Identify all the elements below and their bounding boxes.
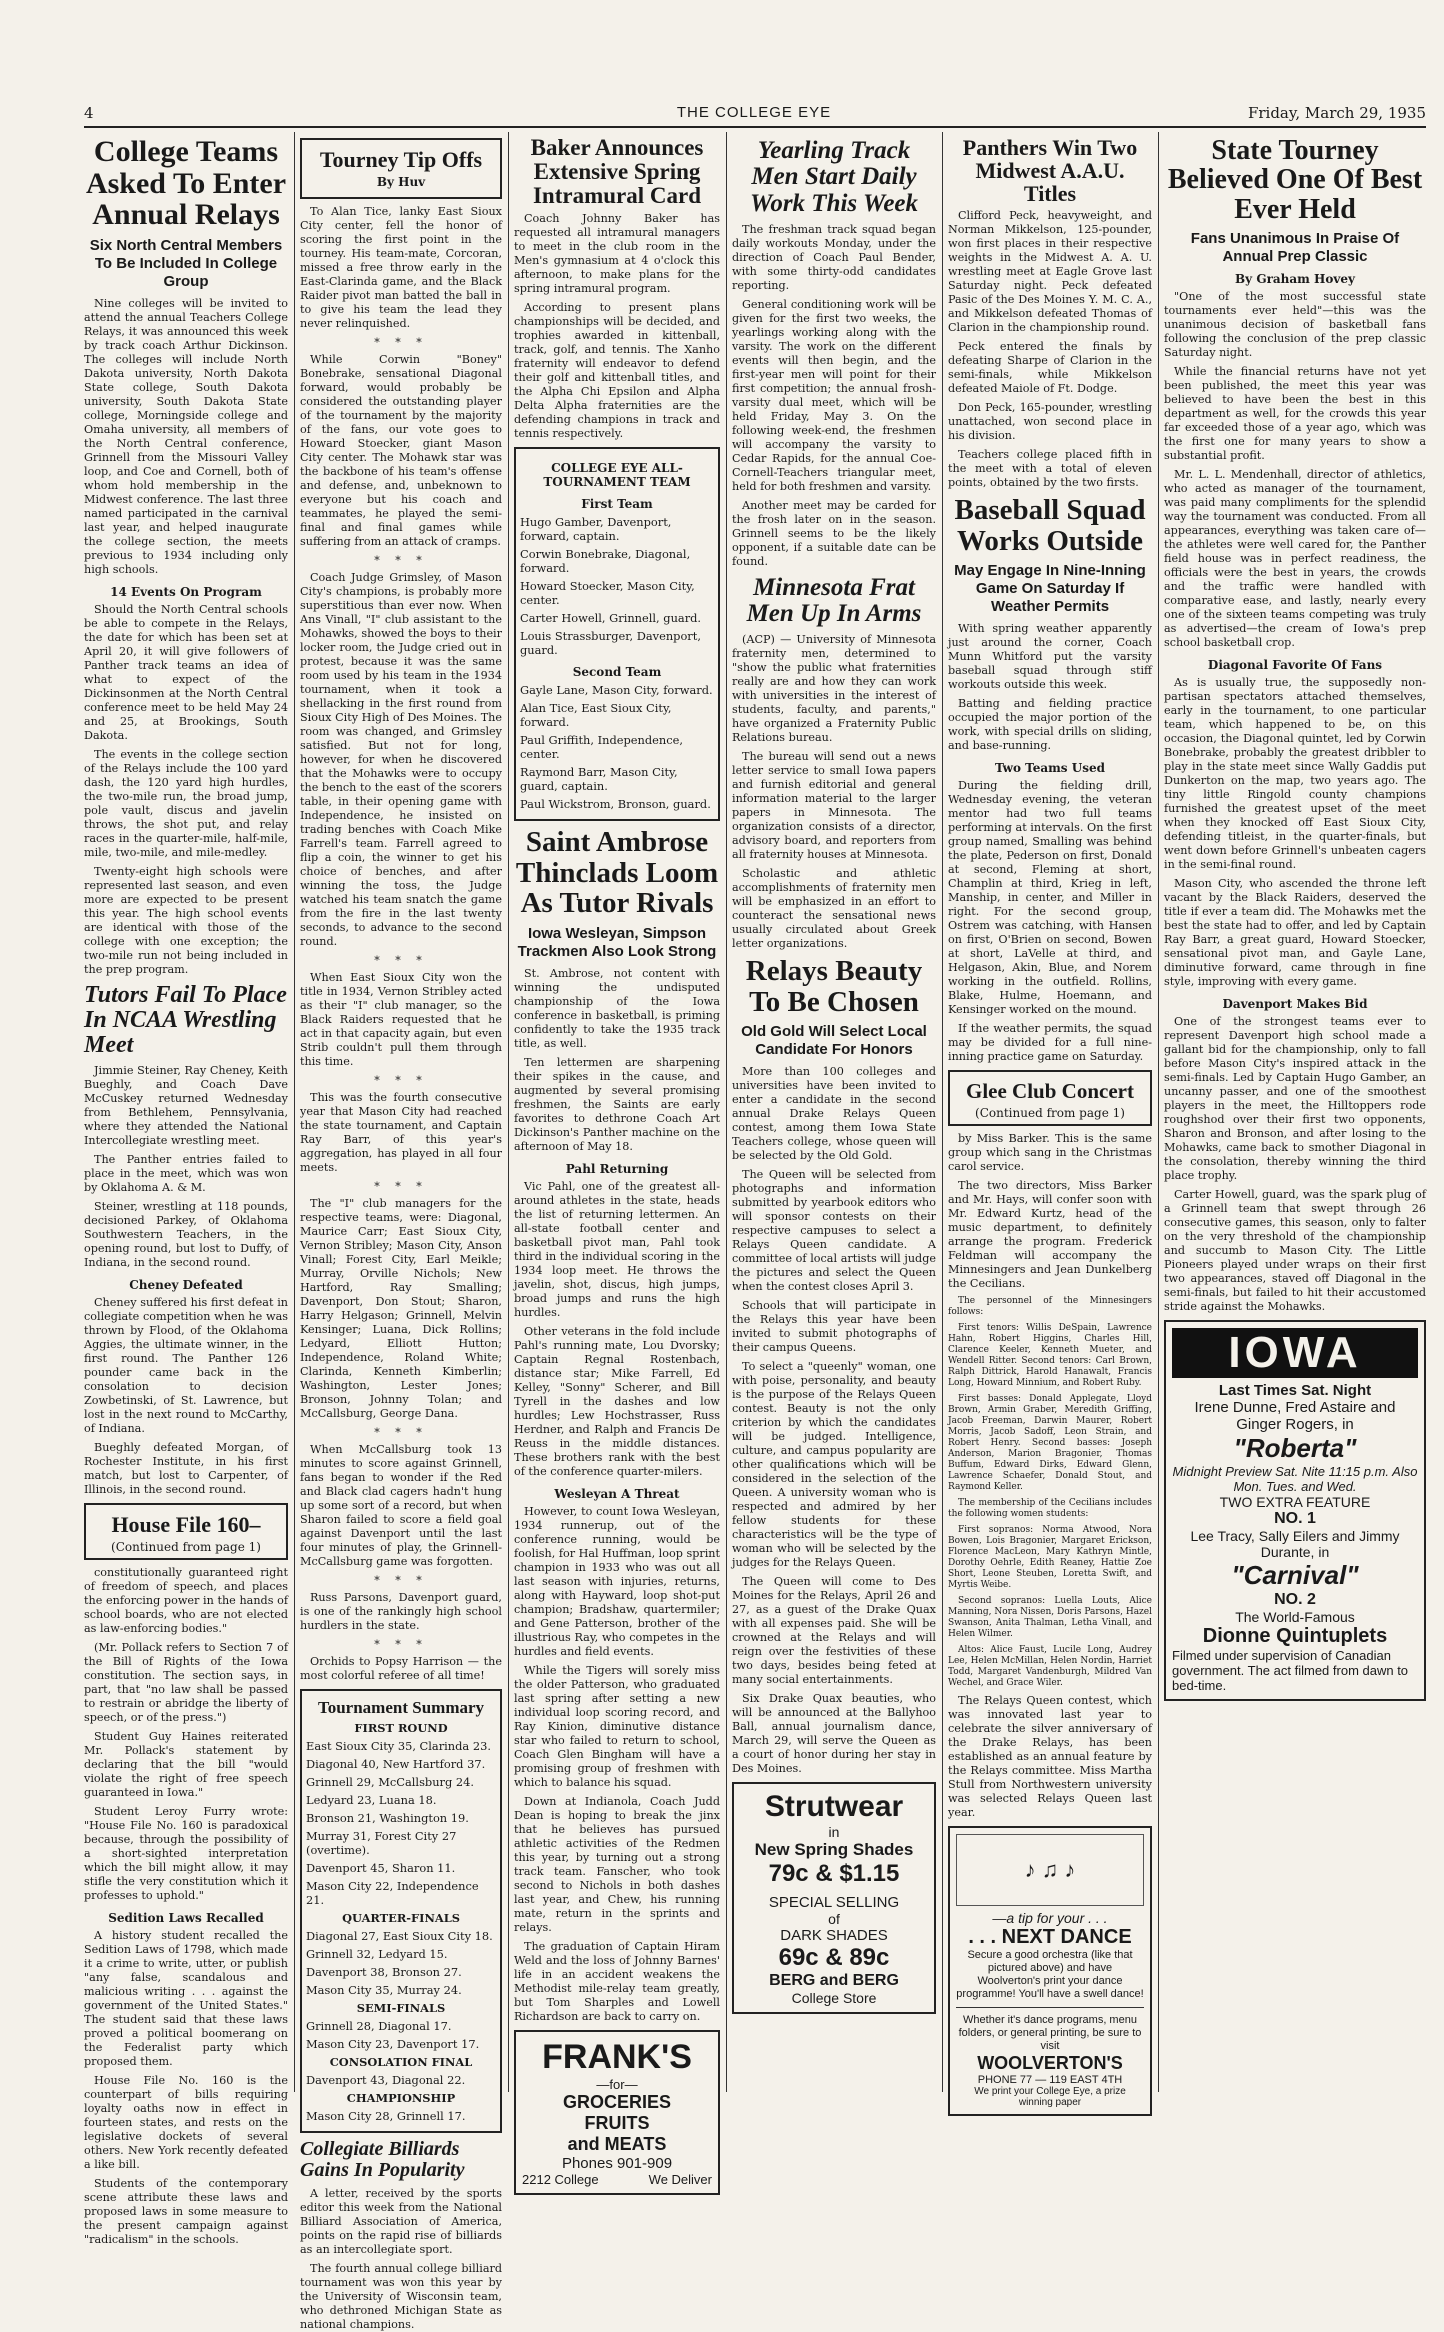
article-paragraph: Cheney suffered his first defeat in collegiate competition when he was thrown by Flood, of the Oklahoma Aggies, the ultimate winner, in the first round. The Panther 126 pounder came back in the consolation to decision Zowbetinski, of St. Lawrence, but lost in the next round to McCarthy, of Indiana.	[84, 1296, 288, 1436]
ad-text: SPECIAL SELLING	[768, 1894, 900, 1912]
article-paragraph: When McCallsburg took 13 minutes to score against Grinnell, fans began to wonder if the Red and Black clad cagers hadn't hung up some sort of a record, but when Sharon failed to score a field goal against Davenport until the last four minutes of play, the Grinnell-McCallsburg game was forgotten.	[300, 1443, 502, 1569]
small-paragraph: First sopranos: Norma Atwood, Nora Bowen, Lois Bragonier, Margaret Erickson, Florence MacLeon, Mary Kathryn Mintle, Dorothy Oehrle, Edith Reaney, Hattie Zoe Short, Leone Steuben, Loretta Swift, and Myrtis Weibe.	[948, 1525, 1152, 1591]
separator-stars: * * *	[374, 1426, 428, 1440]
article-paragraph: Ten lettermen are sharpening their spikes in the cause, and augmented by several promising freshmen, the Saints are early favorites to dethrone Coach Art Dickinson's Panther machine on the afternoon of May 18.	[514, 1055, 720, 1153]
small-paragraph: Second sopranos: Luella Louts, Alice Manning, Nora Nissen, Doris Parsons, Hazel Swanson, Anita Thalman, Letha Vinall, and Helen Wilmer.	[948, 1596, 1152, 1640]
summary-line: Murray 31, Forest City 27 (overtime).	[306, 1828, 457, 1857]
column-rule	[942, 132, 943, 2092]
ad-prices: 79c & $1.15	[768, 1860, 900, 1888]
article-paragraph: Coach Judge Grimsley, of Mason City's champions, is probably more superstitious than ever now. When Ans Vinall, "I" club assistant to the Mohawks, showed the boys to their locker room, the Judge cried out in protest, because it was the same room used by his team in the 1934 tournament, when it took a shellacking in the first round from Sioux City High of Des Moines. The room was changed, and Grimsley satisfied. But not for long, however, for when he discovered that the Mohawks were to occupy the bench to the east of the scorers table, in their opening game with Independence, he insisted on trading benches with Coach Mike Farrell's team. Farrell agreed to flip a coin, the winner to get his choice of benches, and after winning the toss, the Judge watched his team snatch the game from the fire in the last twenty seconds, to advance to the second round.	[300, 571, 502, 949]
article-paragraph: by Miss Barker. This is the same group which sang in the Christmas carol service.	[948, 1132, 1152, 1174]
ad-text: Whether it's dance programs, menu folders, or general printing, be sure to visit	[958, 2014, 1142, 2053]
small-paragraph: First basses: Donald Applegate, Lloyd Brown, Armin Graber, Meredith Griffing, Jacob Freeman, Darwin Maurer, Robert Morris, Jacob Sadoff, Leon Strain, and Robert Henry. Second basses: Joseph Anderson, Marion Bragonier, Thomas Buffum, Edward Dirks, Edward Glenn, Lawrence Schaefer, Donald Stout, and Raymond Keller.	[948, 1394, 1152, 1493]
ad-text: NO. 2	[1274, 1591, 1316, 1609]
article-paragraph: As is usually true, the supposedly non-partisan spectators attached themselves, early in the tournament, to one particular team, which happened to be, on this occasion, the Diagonal quintet, led by Corwin Bonebrake, probably the greatest dribbler to play in the state meet since Wally Gaddis put Dunkerton on the map, two years ago. The tiny little Ringold county champions furnished the greatest upset of the meet when they knocked off East Sioux City, defending titleist, in the quarter-finals, but went down before Grinnell's unbeaten cagers in the semi-final round.	[1164, 676, 1426, 872]
article-paragraph: A history student recalled the Sedition Laws of 1798, which made it a crime to write, utter, or publish "any false, scandalous and malicious writing . . . against the government of the United States." The student said that these laws proved a political boomerang on the Federalist party which proposed them.	[84, 1929, 288, 2069]
byline: By Graham Hovey	[1235, 272, 1355, 287]
headline-yearling: Yearling Track Men Start Daily Work This Week	[749, 137, 919, 217]
article-paragraph: Vic Pahl, one of the greatest all-around athletes in the state, heads the list of returning lettermen. An all-state football center and basketball pivot man, Pahl took third in the individual scoring in the 1934 loop meet. He throws the javelin, shot, discus, high jumps, broad jumps and runs the high hurdles.	[514, 1179, 720, 1319]
article-paragraph: When East Sioux City won the title in 1934, Vernon Stribley acted as their "I" club manager, so the Black Raiders requested that he act in that capacity again, but even Strib couldn't pull them through this time.	[300, 971, 502, 1069]
article-paragraph: While the Tigers will sorely miss the older Patterson, who graduated last spring after setting a new individual loop scoring record, and Ray Kinion, diminutive distance star who failed to return to school, Coach Glen Bingham will have a promising group of freshmen with which to balance his squad.	[514, 1663, 720, 1789]
ad-store-sub: College Store	[791, 1990, 877, 2007]
subhead-state-tourney: Fans Unanimous In Praise Of Annual Prep Classic	[1190, 230, 1400, 266]
ad-footer: We print your College Eye, a prize winning paper	[974, 2086, 1126, 2109]
summary-title: Tournament Summary	[317, 1698, 485, 1718]
article-paragraph: General conditioning work will be given for the first two weeks, the yearlings working along with the varsity. The work on the different events will then begin, and the first-year men will point for their first competition; the annual frosh-varsity dual meet, which will be held Friday, May 3. On the following week-end, the freshmen will accompany the varsity to Cedar Rapids, for the annual Coe-Cornell-Teachers triangular meet, held for both freshmen and varsity.	[732, 297, 936, 493]
player-entry: Hugo Gamber, Davenport, forward, captain.	[520, 515, 672, 544]
article-paragraph: Students of the contemporary scene attribute these laws and proposed laws in some measure to the present campaign against "radicalism" in the schools.	[84, 2177, 288, 2247]
player-entry: Gayle Lane, Mason City, forward.	[520, 683, 713, 698]
small-paragraph: First tenors: Willis DeSpain, Lawrence Hahn, Robert Higgins, Charles Hill, Clarence Keeler, Kenneth Mueter, and Wendell Ritter. Second tenors: Carl Brown, Ralph Dittrick, Harold Hanawalt, Francis Long, Howard Minnium, and Robert Ruby.	[948, 1323, 1152, 1389]
article-paragraph: More than 100 colleges and universities have been invited to enter a candidate in the second annual Drake Relays Queen contest, among them Iowa State Teachers college, whose queen will be selected by the Old Gold.	[732, 1065, 936, 1163]
ad-brand: Strutwear	[764, 1790, 904, 1824]
second-team-list	[520, 683, 714, 811]
ad-text: The World-Famous	[1235, 1609, 1355, 1626]
article-paragraph: (ACP) — University of Minnesota fraternity men, determined to "show the public what fraternities really are and how they can work with universities in the interest of students, faculty, and parents," have organized a Fraternity Public Relations bureau.	[732, 633, 936, 745]
section-heading: Wesleyan A Threat	[554, 1486, 680, 1501]
article-paragraph: The events in the college section of the Relays include the 100 yard dash, the 120 yard high hurdles, the two-mile run, the broad jump, pole vault, discus and javelin throws, the shot put, and relay races in the quarter-mile, half-mile, mile, two-mile, and mile-medley.	[84, 747, 288, 859]
summary-line: Grinnell 28, Diagonal 17.	[306, 2018, 452, 2033]
summary-line: Mason City 28, Grinnell 17.	[306, 2108, 466, 2123]
article-paragraph: Mr. L. L. Mendenhall, director of athletics, who acted as manager of the tournament, was paid many compliments for the splendid way the tournament was conducted. From all appearances, everything was taken care of—the athletes were well cared for, the Panther field house was in perfect readiness, the officials were the best in years, the crowds and the traffic were handled with comparative ease, and lastly, nearly every one of the sixteen teams competing was truly as advertised—the cream of Iowa's prep school basketball crop.	[1164, 468, 1426, 650]
ad-text: DARK SHADES	[780, 1927, 888, 1945]
article-paragraph: Clifford Peck, heavyweight, and Norman Mikkelson, 125-pounder, won first places in their respective weights in the Midwest A. A. U. wrestling meet at Eagle Grove last Saturday night. Peck defeated Pasic of the Des Moines Y. M. C. A., and Mikkelson defeated Thomas of Clarion in the championship round.	[948, 209, 1152, 335]
strutwear-ad	[732, 1782, 936, 2014]
article-paragraph: Jimmie Steiner, Ray Cheney, Keith Bueghly, and Coach Dave McCuskey returned Wednesday from Bethlehem, Pennsylvania, where they attended the National Intercollegiate wrestling meet.	[84, 1064, 288, 1148]
article-paragraph: Russ Parsons, Davenport guard, is one of the rankingly high school hurdlers in the state.	[300, 1591, 502, 1633]
column-4	[732, 132, 936, 2092]
ad-phone: PHONE 77 — 119 EAST 4TH	[977, 2074, 1123, 2087]
article-paragraph: The Queen will come to Des Moines for the Relays, April 26 and 27, as a guest of the Drake Quax with all expenses paid. She will be crowned at the Relays and will reign over the festivities of these two days, besides being feted at many social entertainments.	[732, 1575, 936, 1687]
box-subtitle: (Continued from page 1)	[111, 1540, 261, 1555]
article-paragraph: Should the North Central schools be able to compete in the Relays, the date for which has been set at April 20, it will give followers of Panther track teams an idea of what to expect of the Dickinsonmen at the North Central conference meet to be held May 24 and 25, at Brookings, South Dakota.	[84, 602, 288, 742]
article-paragraph: According to present plans championships will be decided, and trophies awarded in kittenball, track, golf, and tennis. The Xanho fraternity will endeavor to defend their golf and kittenball titles, and the Alpha Chi Epsilon and Alpha Delta Alpha fraternities are the defending champions in track and tennis respectively.	[514, 301, 720, 441]
player-entry: Alan Tice, East Sioux City, forward.	[520, 701, 672, 730]
summary-line: Davenport 43, Diagonal 22.	[306, 2072, 466, 2087]
article-paragraph: The freshman track squad began daily workouts Monday, under the direction of Coach Paul Bender, with some thirty-odd candidates reporting.	[732, 222, 936, 292]
headline-intramural: Baker Announces Extensive Spring Intramural Card	[530, 135, 704, 209]
article-paragraph: To Alan Tice, lanky East Sioux City center, fell the honor of scoring the first point in the tourney. His team-mate, Corcoran, missed a free throw early in the East-Clarinda game, and the Black Raider pivot man batted the ball in to give his team the lead they never relinquished.	[300, 205, 502, 331]
article-paragraph: The bureau will send out a news letter service to small Iowa papers and furnish editorial and general information material to the larger papers in Minnesota. The organization consists of a director, advisory board, and reporters from all fraternity houses at Minnesota.	[732, 750, 936, 862]
column-5	[948, 132, 1152, 2109]
section-heading: Two Teams Used	[995, 761, 1105, 776]
headline-relays: College Teams Asked To Enter Annual Relays	[85, 135, 287, 231]
player-entry: Paul Wickstrom, Bronson, guard.	[520, 797, 711, 812]
box-title: COLLEGE EYE ALL-TOURNAMENT TEAM	[543, 461, 691, 490]
ad-text: —a tip for your . . .	[992, 1910, 1108, 1927]
article-paragraph: The Queen will be selected from photographs and information submitted by yearbook editors who will sponsor contests on their respective campuses to select a Relays Queen candidate. A committee of local artists will judge the pictures and select the Queen when the contest closes April 3.	[732, 1168, 936, 1294]
section-heading: Pahl Returning	[565, 1161, 669, 1176]
article-paragraph: Teachers college placed fifth in the meet with a total of eleven points, obtained by the two firsts.	[948, 448, 1152, 490]
section-heading: 14 Events On Program	[110, 584, 262, 599]
article-paragraph: Steiner, wrestling at 118 pounds, decisioned Parkey, of Oklahoma Southwestern Teachers, in the opening round, but lost to Duffy, of Indiana, in the second round.	[84, 1200, 288, 1270]
article-paragraph: Scholastic and athletic accomplishments of fraternity men will be emphasized in an effort to counteract the sensational news usually circulated about Greek letter organizations.	[732, 867, 936, 951]
franks-ad	[514, 2030, 720, 2195]
article-paragraph: Six Drake Quax beauties, who will be announced at the Ballyhoo Ball, annual journalism dance, March 29, will serve the Queen as a court of honor during her stay in Des Moines.	[732, 1692, 936, 1776]
headline-minnesota: Minnesota Frat Men Up In Arms	[746, 573, 922, 627]
ad-text: TWO EXTRA FEATURE	[1219, 1494, 1371, 1511]
article-paragraph: Peck entered the finals by defeating Sharpe of Clarion in the semi-finals, while Mikkelson defeated Maiole of Ft. Dodge.	[948, 340, 1152, 396]
ad-text: New Spring Shades	[754, 1840, 914, 1860]
continued-box	[84, 1503, 288, 1560]
ad-text: Lee Tracy, Sally Eilers and Jimmy Durante, in	[1190, 1528, 1400, 1561]
summary-line: FIRST ROUND	[354, 1720, 448, 1735]
summary-line: Ledyard 23, Luana 18.	[306, 1792, 437, 1807]
article-paragraph: Other veterans in the fold include Pahl's running mate, Lou Dvorsky; Captain Regnal Rostenbach, distance star; Mike Farrell, Ed Kelley, "Sonny" Scherer, and Bill Tyrell in the dashes and low hurdles; Lew Hochstrasser, Russ Herdner, and Ralph and Francis De Reuss in the middle distances. These brothers rank with the best of the conference quarter-milers.	[514, 1324, 720, 1478]
ad-text: FRUITS	[584, 2112, 650, 2133]
column-rule	[726, 132, 727, 2092]
summary-line: Grinnell 32, Ledyard 15.	[306, 1946, 448, 1961]
ad-text: Irene Dunne, Fred Astaire and Ginger Rogers, in	[1194, 1399, 1396, 1434]
article-paragraph: The two directors, Miss Barker and Mr. Hays, will confer soon with Mr. Edward Kurtz, head of the music department, to definitely arrange the program. Frederick Feldman will accompany the Minnesingers and Jean Dunkelberg the Cecilians.	[948, 1179, 1152, 1291]
separator-stars: * * *	[374, 1638, 428, 1652]
article-paragraph: Down at Indianola, Coach Judd Dean is hoping to break the jinx that he believes has pursued athletic activities of the Redmen this year, by turning out a strong track team. Fanscher, who took second to Nichols in both dashes last year, and Chew, his running mate, return in the sprints and relays.	[514, 1794, 720, 1934]
ad-deliver: We Deliver	[648, 2171, 712, 2187]
article-paragraph: This was the fourth consecutive year that Mason City had reached the state tournament, and Captain Ray Barr, of this year's aggregation, has played in all four meets.	[300, 1091, 502, 1175]
article-paragraph: Bueghly defeated Morgan, of Rochester Institute, in his first match, but lost to Carpenter, of Illinois, in the second round.	[84, 1441, 288, 1497]
article-paragraph: St. Ambrose, not content with winning the undisputed championship of the Iowa conference in basketball, is priming confidently to take the 1935 track title, as well.	[514, 966, 720, 1050]
separator-stars: * * *	[374, 1574, 428, 1588]
summary-line: Davenport 45, Sharon 11.	[306, 1860, 456, 1875]
ad-footer: Filmed under supervision of Canadian government. The act filmed from dawn to bed-time.	[1172, 1648, 1409, 1694]
ad-footer	[522, 2172, 712, 2187]
summary-line: CHAMPIONSHIP	[346, 2090, 456, 2105]
small-paragraph: The membership of the Cecilians includes the following women students:	[948, 1498, 1152, 1520]
ad-text: Last Times Sat. Night	[1218, 1382, 1372, 1400]
article-paragraph: Mason City, who ascended the throne left vacant by the Black Raiders, deserved the title if ever a team did. The Mohawks met the best the state had to offer, and led by Captain Ray Barr, a great guard, Howard Stoecker, sensational pivot man, and Gayle Lane, diminutive forward, came through in fine style, improving with every game.	[1164, 877, 1426, 989]
article-paragraph: The Relays Queen contest, which was innovated last year to celebrate the silver anniversary of the Drake Relays, has been established as an annual feature by the Relays committee. Miss Martha Stull from Northwestern university was selected Relays Queen last year.	[948, 1694, 1152, 1820]
all-tournament-box	[514, 447, 720, 821]
page-number: 4	[84, 104, 94, 122]
article-paragraph: A letter, received by the sports editor this week from the National Billiard Association of America, points on the rapid rise of billiards as an intercollegiate sport.	[300, 2186, 502, 2256]
headline-billiards: Collegiate Billiards Gains In Popularity	[300, 2137, 465, 2181]
second-team-heading: Second Team	[572, 665, 662, 680]
column-rule	[508, 132, 509, 2092]
ad-text: GROCERIES	[562, 2091, 672, 2112]
player-entry: Paul Griffith, Independence, center.	[520, 733, 683, 762]
orchestra-illustration-icon: ♪ ♫ ♪	[956, 1834, 1144, 1906]
player-entry: Louis Strassburger, Davenport, guard.	[520, 629, 701, 658]
headline-state-tourney: State Tourney Believed One Of Best Ever Held	[1167, 135, 1423, 225]
summary-line: Mason City 23, Davenport 17.	[306, 2036, 480, 2051]
iowa-theater-ad	[1164, 1320, 1426, 1701]
headline-tourney-tips: Tourney Tip Offs	[319, 147, 483, 172]
article-paragraph: During the fielding drill, Wednesday evening, the veteran mentor had two full teams performing at intervals. On the first group named, Smalling was behind the plate, Pederson on first, Donald at second, Fleming at short, Champlin at third, Krieg in left, Manship, in center, and Miller in right. For the second group, Ostrem was catching, with Hansen on first, O'Brien on second, Bowen at short, LaVelle at third, and Helgason, Akin, Blue, and Norem working in the outfield. Rollins, Blake, Hulme, Hoemann, and Kensinger worked on the mound.	[948, 779, 1152, 1017]
separator-stars: * * *	[374, 336, 428, 350]
summary-line: QUARTER-FINALS	[342, 1910, 460, 1925]
summary-line: Diagonal 40, New Hartford 37.	[306, 1756, 486, 1771]
summary-line: Bronson 21, Washington 19.	[306, 1810, 469, 1825]
article-paragraph: Student Leroy Furry wrote: "House File No. 160 is paradoxical because, through the possibility of a short-sighted interpretation which the bill might allow, it may stifle the very constitution which it professes to uphold."	[84, 1805, 288, 1903]
headline-panthers-aau: Panthers Win Two Midwest A.A.U. Titles	[962, 135, 1138, 207]
section-heading: Davenport Makes Bid	[1222, 997, 1368, 1012]
column-6	[1164, 132, 1426, 2092]
masthead	[84, 100, 1426, 128]
summary-line: Mason City 22, Independence 21.	[306, 1878, 479, 1907]
ad-store: BERG and BERG	[769, 1972, 899, 1990]
ad-film-title: Dionne Quintuplets	[1202, 1625, 1388, 1648]
box-title: House File 160–	[111, 1512, 261, 1538]
player-entry: Corwin Bonebrake, Diagonal, forward.	[520, 547, 691, 576]
column-header-box	[300, 138, 502, 199]
ad-text: Secure a good orchestra (like that pictured above) and have Woolverton's print your dance programme! You'll have a swell dance!	[956, 1949, 1144, 2001]
article-paragraph: The "I" club managers for the respective teams, were: Diagonal, Maurice Carr; East Sioux City, Vernon Stribley; Mason City, Anson Vinall; Forest City, Earl Meikle; Murray, Orville Nichols; New Hartford, Ray Smalling; Davenport, Don Stout; Sharon, Harry Helgason; Grinnell, Melvin Kensinger; Luana, Dick Rollins; Ledyard, Elliott Hutton; Independence, Roland White; Clarinda, Kenneth Kimberlin; Washington, Lester Jones; Bronson, Johnny Tolan; and McCallsburg, George Dana.	[300, 1197, 502, 1421]
article-paragraph: While the financial returns have not yet been published, the meet this year was believed to have been the best in this department as well, for the crowds this year far exceeded those of a year ago, which was the first one for many years to show a substantial profit.	[1164, 365, 1426, 463]
article-paragraph: While Corwin "Boney" Bonebrake, sensational Diagonal forward, would probably be considered the outstanding player of the tournament by the majority of the fans, our vote goes to Howard Stoecker, giant Mason City center. The Mohawk star was the backbone of his team's offense and defense, and, unbeknown to everyone but his coach and teammates, he played the semi-final and final games while suffering from an attack of cramps.	[300, 353, 502, 549]
ad-store-name: WOOLVERTON'S	[977, 2053, 1123, 2074]
ad-address: 2212 College	[522, 2171, 599, 2187]
column-3	[514, 132, 720, 2187]
ad-prices: 69c & 89c	[778, 1944, 890, 1972]
ad-film-title: "Carnival"	[1231, 1560, 1359, 1591]
summary-line: East Sioux City 35, Clarinda 23.	[306, 1738, 491, 1753]
summary-list	[306, 1721, 496, 2123]
column-2	[300, 132, 502, 2331]
ad-phone: Phones 901-909	[561, 2154, 673, 2172]
article-paragraph: Coach Johnny Baker has requested all intramural managers to meet in the club room in the Men's gymnasium at 4 o'clock this afternoon, to make plans for the spring intramural program.	[514, 212, 720, 296]
article-paragraph: To select a "queenly" woman, one with poise, personality, and beauty is the purpose of the Relays Queen contest. Beauty is not the only criterion by which the candidates will be judged. Intelligence, culture, and campus popularity are other qualifications which will be considered in the selection of the Queen. A university woman who is respected and admired by her fellow students for these characteristics will be the type of woman who will be selected by the judges for the Relays Queen.	[732, 1360, 936, 1570]
first-team-list	[520, 515, 714, 657]
column-rule	[1158, 132, 1159, 2092]
player-entry: Carter Howell, Grinnell, guard.	[520, 611, 702, 626]
issue-date: Friday, March 29, 1935	[1247, 104, 1426, 122]
article-paragraph: "One of the most successful state tournaments ever held"—this was the unanimous decision of basketball fans following the conclusion of the prep classic Saturday night.	[1164, 290, 1426, 360]
article-paragraph: Nine colleges will be invited to attend the annual Teachers College Relays, it was announced this week by track coach Arthur Dickinson. The colleges will include North Dakota university, North Dakota State college, South Dakota university, South Dakota State college, Morningside college and Omaha university, all members of the North Central conference, Grinnell from the Missouri Valley loop, and Coe and Cornell, both of whom hold membership in the Midwest conference. The last three named participated in the carnival last year, and helped inaugurate the college section, the meets previous to 1934 including only high schools.	[84, 296, 288, 576]
ad-text: Midnight Preview Sat. Nite 11:15 p.m. Also Mon. Tues. and Wed.	[1172, 1464, 1418, 1495]
article-paragraph: Orchids to Popsy Harrison — the most colorful referee of all time!	[300, 1655, 502, 1683]
byline: By Huv	[376, 175, 426, 190]
ad-film-title: "Roberta"	[1233, 1433, 1357, 1464]
article-paragraph: The graduation of Captain Hiram Weld and the loss of Johnny Barnes' life in an accident weakens the Methodist mile-relay team greatly, but Tom Sharples and Lowell Richardson are back to carry on.	[514, 1939, 720, 2023]
summary-line: Davenport 38, Bronson 27.	[306, 1964, 462, 1979]
article-paragraph: Another meet may be carded for the frosh later on in the season. Grinnell seems to be the likely opponent, if a suitable date can be found.	[732, 498, 936, 568]
first-team-heading: First Team	[581, 497, 653, 512]
separator-stars: * * *	[374, 1180, 428, 1194]
summary-line: CONSOLATION FINAL	[329, 2054, 473, 2069]
article-paragraph: constitutionally guaranteed right of freedom of speech, and places the enforcing power in the hands of school boards, who are not elected as law-enforcing bodies."	[84, 1566, 288, 1636]
article-paragraph: With spring weather apparently just around the corner, Coach Munn Whitford put the varsity baseball squad through stiff workouts outside this week.	[948, 622, 1152, 692]
section-heading: Sedition Laws Recalled	[108, 1911, 264, 1926]
article-paragraph: House File No. 160 is the counterpart of bills requiring loyalty oaths now in effect in fourteen states, and rests on the legislative dockets of several others. New York recently defeated a like bill.	[84, 2074, 288, 2172]
box-subtitle: (Continued from page 1)	[975, 1106, 1125, 1121]
subhead-st-ambrose: Iowa Wesleyan, Simpson Trackmen Also Look Strong	[517, 924, 717, 960]
column-1	[84, 132, 288, 2247]
newspaper-title: THE COLLEGE EYE	[676, 104, 832, 121]
ad-text: —for—	[596, 2076, 638, 2092]
column-rule	[294, 132, 295, 2092]
article-paragraph: One of the strongest teams ever to represent Davenport high school made a gallant bid for the championship, only to fall before Mason City's inspired attack in the semi-finals. Led by Captain Hugo Gamber, an uncanny passer, and one of the smoothest players in the meet, the Hilltoppers rode roughshod over their first two opponents, Sharon and Bronson, and after losing to the Mohawks, came back to smother Diagonal in the consolation, thereby winning the third place trophy.	[1164, 1015, 1426, 1183]
separator-stars: * * *	[374, 554, 428, 568]
summary-line: Diagonal 27, East Sioux City 18.	[306, 1928, 493, 1943]
article-paragraph: Twenty-eight high schools were represented last season, and even more are expected to be present this year. The high school events are identical with those of the college with one exception; the two-mile run not being included in the prep program.	[84, 864, 288, 976]
box-title: Glee Club Concert	[966, 1079, 1134, 1104]
separator-stars: * * *	[374, 954, 428, 968]
separator-stars: * * *	[374, 1074, 428, 1088]
subhead-baseball: May Engage In Nine-Inning Game On Saturday If Weather Permits	[954, 562, 1146, 616]
headline-st-ambrose: Saint Ambrose Thinclads Loom As Tutor Rivals	[515, 826, 719, 920]
ad-text: of	[828, 1911, 840, 1928]
subhead-relays: Six North Central Members To Be Included In College Group	[89, 236, 283, 290]
article-paragraph: However, to count Iowa Wesleyan, 1934 runnerup, out of the conference running, would be foolish, for Hal Huffman, loop sprint champion in 1933 who was out all last season with injuries, returns, along with Hayward, loop shot-put champion; Bradshaw, quartermiler; and Gene Patterson, brother of the illustrious Ray, who competes in the hurdles and field events.	[514, 1504, 720, 1658]
section-heading: Cheney Defeated	[129, 1278, 243, 1293]
article-paragraph: Carter Howell, guard, was the spark plug of a Grinnell team that swept through 26 consecutive games, this season, only to falter on the very threshold of the championship and succumb to Mason City. The Little Pioneers played under wraps on their first two appearances, staved off Diagonal in the semi-finals, but failed to hit their accustomed stride against the Mohawks.	[1164, 1188, 1426, 1314]
article-paragraph: The Panther entries failed to place in the meet, which was won by Oklahoma A. & M.	[84, 1153, 288, 1195]
headline-baseball: Baseball Squad Works Outside	[954, 494, 1146, 557]
glee-club-box	[948, 1070, 1152, 1126]
article-paragraph: Schools that will participate in the Relays this year have been invited to submit photographs of their campus Queens.	[732, 1299, 936, 1355]
tournament-summary-box	[300, 1689, 502, 2133]
summary-line: SEMI-FINALS	[356, 2000, 446, 2015]
article-paragraph: Don Peck, 165-pounder, wrestling unattached, won second place in his division.	[948, 401, 1152, 443]
subhead-relays-beauty: Old Gold Will Select Local Candidate For Honors	[741, 1023, 927, 1059]
article-paragraph: If the weather permits, the squad may be divided for a full nine-inning practice game on Saturday.	[948, 1022, 1152, 1064]
headline-wrestling: Tutors Fail To Place In NCAA Wrestling Meet	[84, 981, 287, 1058]
player-entry: Howard Stoecker, Mason City, center.	[520, 579, 695, 608]
ad-theater-name: IOWA	[1172, 1328, 1418, 1378]
ad-text: in	[828, 1824, 840, 1841]
ad-text: and MEATS	[567, 2133, 667, 2154]
article-paragraph: The fourth annual college billiard tournament was won this year by the University of Wisconsin team, who dethroned Michigan State as national champions.	[300, 2261, 502, 2331]
article-paragraph: Batting and fielding practice occupied the major portion of the work, with special drills on sliding, and base-running.	[948, 697, 1152, 753]
headline-relays-beauty: Relays Beauty To Be Chosen	[745, 955, 923, 1018]
ad-title: . . . NEXT DANCE	[968, 1926, 1132, 1949]
article-paragraph: (Mr. Pollack refers to Section 7 of the Bill of Rights of the Iowa constitution. The section says, in part, that "no law shall be passed to restrain or abridge the liberty of speech, or of the press.")	[84, 1641, 288, 1725]
player-entry: Raymond Barr, Mason City, guard, captain.	[520, 765, 678, 794]
ad-text: NO. 1	[1274, 1510, 1316, 1528]
small-paragraph: Altos: Alice Faust, Lucile Long, Audrey Lee, Helen McMillan, Helen Nordin, Harriet Todd, Margaret Vandenburgh, Mildred Van Wechel, and Grace Wiler.	[948, 1645, 1152, 1689]
ad-store-name: FRANK'S	[542, 2037, 692, 2076]
summary-line: Mason City 35, Murray 24.	[306, 1982, 462, 1997]
woolvertons-ad	[948, 1826, 1152, 2116]
small-paragraph: The personnel of the Minnesingers follows:	[948, 1296, 1152, 1318]
section-heading: Diagonal Favorite Of Fans	[1207, 658, 1383, 673]
summary-line: Grinnell 29, McCallsburg 24.	[306, 1774, 475, 1789]
article-paragraph: Student Guy Haines reiterated Mr. Pollack's statement by declaring that the bill "would violate the right of free speech guaranteed in Iowa."	[84, 1730, 288, 1800]
